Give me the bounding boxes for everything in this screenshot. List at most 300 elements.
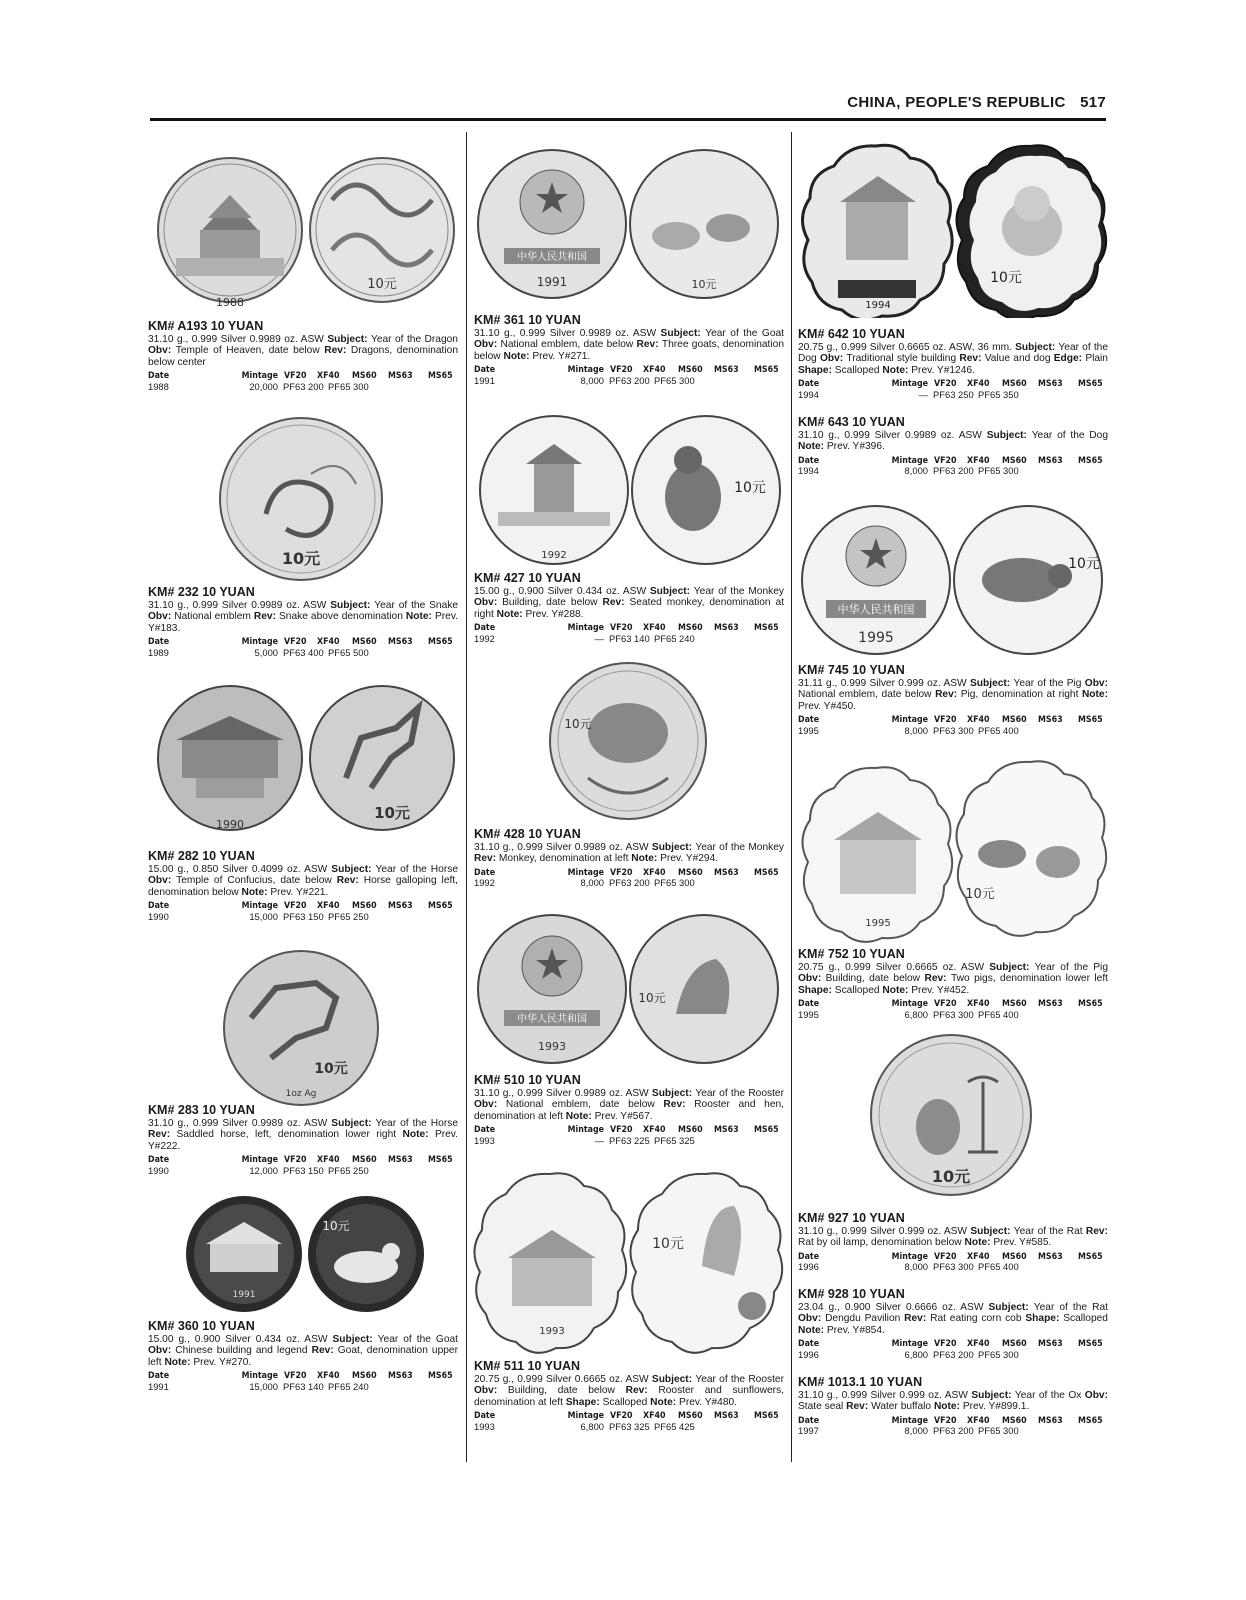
row-date: 1994 bbox=[798, 388, 819, 400]
mintage-table bbox=[798, 379, 1108, 400]
coin-denomination-text: 10元 bbox=[931, 1167, 971, 1186]
note-text: Prev. Y#452. bbox=[911, 984, 970, 996]
column-header-vf20: VF20 bbox=[610, 1125, 633, 1136]
subject-label: Subject: bbox=[330, 600, 375, 611]
coin-image bbox=[478, 412, 784, 570]
row-pf63-value: PF63 140 bbox=[283, 1380, 324, 1392]
column-header-ms63: MS63 bbox=[388, 371, 413, 382]
column-header-ms65: MS65 bbox=[754, 1125, 779, 1136]
reverse-label: Rev: bbox=[935, 689, 961, 701]
spec-text: 20.75 g., 0.999 Silver 0.6665 oz. ASW bbox=[474, 1374, 652, 1385]
column-header-xf40: XF40 bbox=[967, 999, 990, 1010]
row-mintage: 8,000 bbox=[904, 724, 928, 736]
column-header-vf20: VF20 bbox=[610, 1411, 633, 1422]
column-header-date: Date bbox=[798, 715, 820, 726]
mintage-row bbox=[798, 1350, 1108, 1361]
reverse-text: Monkey, denomination at left bbox=[498, 853, 629, 865]
column-header-date: Date bbox=[798, 455, 820, 466]
row-mintage: 12,000 bbox=[249, 1164, 278, 1176]
subject-label: Subject: bbox=[331, 1118, 376, 1129]
mintage-row bbox=[474, 878, 784, 889]
column-header-date: Date bbox=[798, 379, 820, 390]
coin-image bbox=[186, 1192, 426, 1317]
column-header-ms60: MS60 bbox=[678, 623, 703, 634]
column-header-vf20: VF20 bbox=[934, 999, 957, 1010]
note-text: Prev. Y#270. bbox=[193, 1356, 252, 1368]
entry-description bbox=[798, 1226, 1108, 1249]
row-mintage: — bbox=[594, 1134, 604, 1146]
column-header-date: Date bbox=[148, 1371, 170, 1382]
mintage-table bbox=[148, 1371, 458, 1392]
shape-label: Shape: bbox=[798, 984, 835, 996]
reverse-text: Rooster and hen, denomination at left bbox=[474, 1099, 784, 1122]
page-section-title: CHINA, PEOPLE'S REPUBLIC bbox=[847, 94, 1066, 111]
column-header-vf20: VF20 bbox=[610, 867, 633, 878]
coin-date-text: 1988 bbox=[216, 296, 244, 309]
column-header-xf40: XF40 bbox=[643, 623, 666, 634]
row-pf63-value: PF63 200 bbox=[933, 1425, 974, 1437]
column-header-ms60: MS60 bbox=[352, 1371, 377, 1382]
subject-label: Subject: bbox=[970, 678, 1014, 689]
column-header-ms60: MS60 bbox=[678, 1125, 703, 1136]
column-header-date: Date bbox=[148, 901, 170, 912]
coin-denomination-text: 10元 bbox=[367, 277, 397, 292]
entry-description bbox=[148, 600, 458, 634]
column-header-xf40: XF40 bbox=[643, 1125, 666, 1136]
mintage-table bbox=[798, 999, 1108, 1020]
column-header-ms60: MS60 bbox=[1002, 1251, 1027, 1262]
subject-label: Subject: bbox=[332, 1334, 378, 1345]
obverse-text: Temple of Heaven, date below bbox=[175, 345, 320, 357]
mintage-row bbox=[474, 376, 784, 387]
mintage-row bbox=[148, 382, 458, 393]
coin-date-text: 1991 bbox=[232, 1290, 256, 1300]
row-date: 1988 bbox=[148, 380, 169, 392]
spec-text: 31.11 g., 0.999 Silver 0.999 oz. ASW bbox=[798, 678, 970, 689]
note-text: Prev. Y#271. bbox=[532, 350, 591, 362]
subject-text: Year of the Ox bbox=[1014, 1390, 1082, 1401]
obverse-label: Obv: bbox=[148, 1345, 176, 1357]
coin-denomination-text: 10元 bbox=[734, 480, 766, 496]
column-header-ms63: MS63 bbox=[388, 637, 413, 648]
column-header-date: Date bbox=[474, 1411, 496, 1422]
reverse-text: Snake above denomination bbox=[279, 611, 403, 623]
row-date: 1990 bbox=[148, 910, 169, 922]
note-label: Note: bbox=[882, 984, 912, 996]
coin-denomination-text: 10元 bbox=[374, 804, 410, 822]
row-pf63-value: PF63 200 bbox=[609, 877, 650, 889]
row-pf65-value: PF65 250 bbox=[328, 910, 369, 922]
row-pf63-value: PF63 325 bbox=[609, 1420, 650, 1432]
column-header-ms60: MS60 bbox=[1002, 999, 1027, 1010]
column-header-mintage: Mintage bbox=[567, 1411, 604, 1422]
row-pf63-value: PF63 150 bbox=[283, 910, 324, 922]
row-date: 1993 bbox=[474, 1134, 495, 1146]
row-mintage: 8,000 bbox=[904, 1425, 928, 1437]
obverse-text: Building, date below bbox=[502, 597, 598, 609]
reverse-label: Rev: bbox=[924, 973, 951, 985]
obverse-text: Temple of Confucius, date below bbox=[176, 875, 332, 887]
reverse-label: Rev: bbox=[148, 1129, 177, 1141]
shape-text: Scalloped bbox=[834, 984, 880, 996]
column-header-ms65: MS65 bbox=[1078, 1415, 1103, 1426]
coin-legend-text: 中华人民共和国 bbox=[837, 603, 915, 616]
row-pf65-value: PF65 250 bbox=[328, 1164, 369, 1176]
column-header-date: Date bbox=[798, 1339, 820, 1350]
mintage-table bbox=[474, 868, 784, 889]
reverse-text: Pig, denomination at right bbox=[960, 689, 1079, 701]
spec-text: 15.00 g., 0.900 Silver 0.434 oz. ASW bbox=[474, 586, 650, 597]
entry-title: KM# 232 10 YUAN bbox=[148, 585, 255, 599]
mintage-row bbox=[148, 648, 458, 659]
entry-title: KM# 745 10 YUAN bbox=[798, 663, 905, 677]
column-header-ms63: MS63 bbox=[1038, 1251, 1063, 1262]
column-header-mintage: Mintage bbox=[567, 623, 604, 634]
mintage-row bbox=[474, 634, 784, 645]
note-text: Prev. Y#396. bbox=[826, 441, 885, 453]
subject-label: Subject: bbox=[651, 842, 696, 853]
entry-title: KM# 1013.1 10 YUAN bbox=[798, 1375, 923, 1389]
coin-image bbox=[868, 1032, 1034, 1198]
column-header-date: Date bbox=[474, 365, 496, 376]
column-header-ms63: MS63 bbox=[714, 1125, 739, 1136]
obverse-label: Obv: bbox=[474, 339, 501, 351]
column-header-mintage: Mintage bbox=[567, 365, 604, 376]
note-label: Note: bbox=[882, 364, 912, 376]
row-pf65-value: PF65 300 bbox=[654, 877, 695, 889]
column-header-mintage: Mintage bbox=[891, 1415, 928, 1426]
entry-description bbox=[474, 1374, 784, 1408]
coin-image bbox=[216, 414, 386, 584]
reverse-text: Saddled horse, left, denomination lower right bbox=[176, 1129, 397, 1141]
mintage-table bbox=[474, 365, 784, 386]
coin-denomination-text: 10元 bbox=[564, 717, 592, 731]
obverse-label: Obv: bbox=[474, 1099, 506, 1111]
column-header-mintage: Mintage bbox=[891, 1251, 928, 1262]
mintage-row bbox=[798, 466, 1108, 477]
catalog-entry bbox=[798, 328, 1108, 400]
row-pf65-value: PF65 240 bbox=[328, 1380, 369, 1392]
reverse-text: Rat by oil lamp, denomination below bbox=[798, 1237, 962, 1249]
column-header-mintage: Mintage bbox=[891, 379, 928, 390]
entry-title: KM# 427 10 YUAN bbox=[474, 571, 581, 585]
reverse-text: Dragons, denomination below center bbox=[148, 345, 458, 368]
reverse-text: Three goats, denomination below bbox=[474, 339, 784, 362]
column-header-ms60: MS60 bbox=[1002, 1339, 1027, 1350]
note-text: Prev. Y#567. bbox=[594, 1110, 653, 1122]
row-date: 1991 bbox=[148, 1380, 169, 1392]
coin-denomination-text: 10元 bbox=[281, 549, 321, 568]
column-header-ms65: MS65 bbox=[428, 1155, 453, 1166]
row-mintage: 5,000 bbox=[254, 646, 278, 658]
note-text: Prev. Y#480. bbox=[679, 1396, 737, 1408]
column-header-ms63: MS63 bbox=[1038, 455, 1063, 466]
catalog-entry bbox=[148, 850, 458, 922]
obverse-text: Building, date below bbox=[825, 973, 921, 985]
reverse-label: Rev: bbox=[324, 345, 351, 357]
column-header-xf40: XF40 bbox=[643, 365, 666, 376]
column-header-ms65: MS65 bbox=[1078, 1339, 1103, 1350]
subject-label: Subject: bbox=[651, 1374, 696, 1385]
mintage-table bbox=[798, 456, 1108, 477]
row-date: 1992 bbox=[474, 632, 495, 644]
row-pf65-value: PF65 350 bbox=[978, 388, 1019, 400]
column-header-xf40: XF40 bbox=[967, 1251, 990, 1262]
column-header-xf40: XF40 bbox=[967, 715, 990, 726]
row-pf63-value: PF63 200 bbox=[933, 465, 974, 477]
obverse-text: National emblem, date below bbox=[500, 339, 634, 351]
subject-label: Subject: bbox=[651, 1088, 696, 1099]
reverse-text: Two pigs, denomination lower left bbox=[950, 973, 1108, 985]
column-header-ms60: MS60 bbox=[352, 637, 377, 648]
coin-weight-text: 1oz Ag bbox=[285, 1089, 317, 1099]
row-pf65-value: PF65 400 bbox=[978, 1261, 1019, 1273]
coin-date-text: 1995 bbox=[858, 630, 894, 646]
obverse-text: National emblem, date below bbox=[798, 689, 932, 701]
column-header-xf40: XF40 bbox=[317, 1155, 340, 1166]
note-text: Prev. Y#585. bbox=[993, 1237, 1052, 1249]
reverse-label: Rev: bbox=[636, 339, 662, 351]
column-header-mintage: Mintage bbox=[891, 999, 928, 1010]
row-pf65-value: PF65 500 bbox=[328, 646, 369, 658]
row-pf63-value: PF63 150 bbox=[283, 1164, 324, 1176]
subject-text: Year of the Rooster bbox=[695, 1374, 784, 1385]
column-header-xf40: XF40 bbox=[643, 867, 666, 878]
row-mintage: — bbox=[918, 388, 928, 400]
column-header-ms65: MS65 bbox=[1078, 379, 1103, 390]
row-pf65-value: PF65 240 bbox=[654, 632, 695, 644]
spec-text: 31.10 g., 0.999 Silver 0.9989 oz. ASW bbox=[148, 1118, 332, 1129]
coin-image bbox=[156, 668, 456, 848]
coin-image bbox=[476, 136, 782, 312]
note-text: Prev. Y#1246. bbox=[911, 364, 975, 376]
page-number: 517 bbox=[1080, 94, 1106, 111]
column-header-ms65: MS65 bbox=[754, 1411, 779, 1422]
column-header-xf40: XF40 bbox=[967, 379, 990, 390]
column-header-ms65: MS65 bbox=[1078, 999, 1103, 1010]
subject-text: Year of the Rat bbox=[1013, 1226, 1083, 1237]
column-header-date: Date bbox=[798, 1251, 820, 1262]
row-pf63-value: PF63 300 bbox=[933, 724, 974, 736]
entry-title: KM# 428 10 YUAN bbox=[474, 827, 581, 841]
catalog-entry bbox=[474, 1360, 784, 1432]
catalog-entry bbox=[798, 1376, 1108, 1437]
column-header-ms65: MS65 bbox=[428, 1371, 453, 1382]
note-label: Note: bbox=[496, 608, 526, 620]
note-label: Note: bbox=[503, 350, 533, 362]
entry-description bbox=[798, 342, 1108, 376]
column-header-vf20: VF20 bbox=[934, 455, 957, 466]
row-pf65-value: PF65 325 bbox=[654, 1134, 695, 1146]
coin-denomination-text: 10元 bbox=[1068, 556, 1100, 572]
catalog-entry bbox=[474, 1074, 784, 1146]
coin-legend-text: 中华人民共和国 bbox=[517, 1014, 587, 1025]
column-header-ms60: MS60 bbox=[678, 365, 703, 376]
column-header-ms65: MS65 bbox=[428, 371, 453, 382]
coin-date-text: 1993 bbox=[539, 1326, 565, 1337]
shape-text: Scalloped bbox=[834, 364, 880, 376]
spec-text: 31.10 g., 0.999 Silver 0.9989 oz. ASW bbox=[474, 842, 652, 853]
subject-text: Year of the Goat bbox=[377, 1334, 458, 1345]
column-header-ms60: MS60 bbox=[678, 867, 703, 878]
row-mintage: — bbox=[594, 632, 604, 644]
column-header-mintage: Mintage bbox=[891, 455, 928, 466]
entry-description bbox=[798, 678, 1108, 712]
column-header-xf40: XF40 bbox=[317, 901, 340, 912]
column-header-date: Date bbox=[148, 371, 170, 382]
entry-description bbox=[474, 842, 784, 865]
entry-title: KM# 642 10 YUAN bbox=[798, 327, 905, 341]
row-pf65-value: PF65 300 bbox=[978, 465, 1019, 477]
reverse-label: Rev: bbox=[959, 353, 985, 365]
coin-denomination-text: 10元 bbox=[638, 991, 666, 1005]
column-header-vf20: VF20 bbox=[284, 901, 307, 912]
column-header-xf40: XF40 bbox=[317, 637, 340, 648]
column-header-xf40: XF40 bbox=[317, 371, 340, 382]
note-text: Prev. Y#294. bbox=[660, 853, 719, 865]
mintage-table bbox=[798, 1252, 1108, 1273]
row-mintage: 8,000 bbox=[580, 374, 604, 386]
subject-text: Year of the Snake bbox=[374, 600, 458, 611]
entry-description bbox=[148, 1118, 458, 1152]
subject-label: Subject: bbox=[649, 586, 694, 597]
spec-text: 31.10 g., 0.999 Silver 0.9989 oz. ASW bbox=[474, 1088, 652, 1099]
obverse-label: Obv: bbox=[148, 611, 175, 623]
obverse-text: State seal bbox=[798, 1401, 844, 1413]
entry-title: KM# 928 10 YUAN bbox=[798, 1287, 905, 1301]
mintage-table bbox=[798, 715, 1108, 736]
column-header-ms63: MS63 bbox=[1038, 999, 1063, 1010]
note-label: Note: bbox=[650, 1396, 680, 1408]
catalog-entry bbox=[798, 1212, 1108, 1273]
shape-label: Shape: bbox=[798, 364, 835, 376]
page-header bbox=[150, 94, 1106, 121]
column-header-vf20: VF20 bbox=[610, 623, 633, 634]
column-header-ms65: MS65 bbox=[754, 623, 779, 634]
column-header-mintage: Mintage bbox=[891, 715, 928, 726]
column-header-ms63: MS63 bbox=[714, 623, 739, 634]
subject-label: Subject: bbox=[988, 1302, 1034, 1313]
column-header-ms60: MS60 bbox=[1002, 715, 1027, 726]
coin-denomination-text: 10元 bbox=[990, 270, 1022, 286]
coin-date-text: 1995 bbox=[865, 918, 891, 929]
reverse-text: Goat, denomination upper left bbox=[148, 1345, 458, 1368]
subject-text: Year of the Goat bbox=[705, 328, 784, 339]
coin-image bbox=[216, 948, 386, 1108]
note-text: Prev. Y#854. bbox=[826, 1324, 885, 1336]
note-label: Note: bbox=[933, 1401, 963, 1413]
column-header-vf20: VF20 bbox=[284, 371, 307, 382]
reverse-label: Rev: bbox=[625, 1385, 659, 1397]
column-header-ms63: MS63 bbox=[1038, 1339, 1063, 1350]
obverse-label: Obv: bbox=[1084, 1390, 1108, 1401]
entry-title: KM# A193 10 YUAN bbox=[148, 319, 264, 333]
note-text: Prev. Y#899.1. bbox=[962, 1401, 1030, 1413]
obverse-label: Obv: bbox=[798, 973, 826, 985]
coin-date-text: 1991 bbox=[536, 275, 568, 289]
entry-description bbox=[798, 430, 1108, 453]
column-header-ms60: MS60 bbox=[352, 901, 377, 912]
obverse-label: Obv: bbox=[148, 875, 177, 887]
reverse-label: Rev: bbox=[663, 1099, 695, 1111]
catalog-entry bbox=[474, 314, 784, 386]
column-header-ms60: MS60 bbox=[678, 1411, 703, 1422]
reverse-text: Water buffalo bbox=[871, 1401, 932, 1413]
column-header-vf20: VF20 bbox=[934, 1415, 957, 1426]
row-mintage: 8,000 bbox=[580, 877, 604, 889]
note-label: Note: bbox=[798, 1324, 827, 1336]
obverse-label: Obv: bbox=[1084, 678, 1108, 689]
note-label: Note: bbox=[241, 886, 271, 898]
row-date: 1990 bbox=[148, 1164, 169, 1176]
column-header-ms63: MS63 bbox=[714, 867, 739, 878]
entry-title: KM# 360 10 YUAN bbox=[148, 1319, 255, 1333]
obverse-label: Obv: bbox=[474, 597, 503, 609]
note-text: Prev. Y#288. bbox=[525, 608, 584, 620]
entry-title: KM# 643 10 YUAN bbox=[798, 415, 905, 429]
catalog-entry bbox=[148, 320, 458, 392]
mintage-table bbox=[148, 901, 458, 922]
note-label: Note: bbox=[405, 611, 435, 623]
column-header-ms63: MS63 bbox=[1038, 379, 1063, 390]
column-header-date: Date bbox=[148, 637, 170, 648]
row-mintage: 20,000 bbox=[249, 380, 278, 392]
entry-title: KM# 282 10 YUAN bbox=[148, 849, 255, 863]
column-header-ms60: MS60 bbox=[352, 371, 377, 382]
reverse-label: Rev: bbox=[1085, 1226, 1108, 1237]
column-header-vf20: VF20 bbox=[284, 637, 307, 648]
spec-text: 31.10 g., 0.999 Silver 0.999 oz. ASW bbox=[798, 1226, 971, 1237]
reverse-label: Rev: bbox=[311, 1345, 338, 1357]
subject-label: Subject: bbox=[970, 1226, 1014, 1237]
note-label: Note: bbox=[631, 853, 661, 865]
coin-image bbox=[800, 496, 1106, 664]
column-header-mintage: Mintage bbox=[241, 371, 278, 382]
coin-date-text: 1990 bbox=[216, 818, 244, 831]
note-label: Note: bbox=[964, 1237, 994, 1249]
coin-denomination-text: 10元 bbox=[652, 1236, 684, 1252]
column-header-ms63: MS63 bbox=[1038, 1415, 1063, 1426]
column-header-ms65: MS65 bbox=[754, 365, 779, 376]
row-pf63-value: PF63 250 bbox=[933, 388, 974, 400]
coin-image bbox=[156, 140, 456, 320]
column-header-mintage: Mintage bbox=[567, 1125, 604, 1136]
row-date: 1994 bbox=[798, 465, 819, 477]
row-mintage: 6,800 bbox=[580, 1420, 604, 1432]
column-header-date: Date bbox=[798, 1415, 820, 1426]
row-pf65-value: PF65 400 bbox=[978, 1008, 1019, 1020]
column-header-vf20: VF20 bbox=[934, 715, 957, 726]
column-header-ms63: MS63 bbox=[388, 901, 413, 912]
coin-image bbox=[800, 140, 1108, 318]
subject-text: Year of the Rooster bbox=[695, 1088, 784, 1099]
edge-text: Plain bbox=[1085, 353, 1108, 365]
note-label: Note: bbox=[565, 1110, 595, 1122]
subject-text: Year of the Dragon bbox=[370, 334, 458, 345]
spec-text: 23.04 g., 0.900 Silver 0.6666 oz. ASW bbox=[798, 1302, 989, 1313]
column-header-xf40: XF40 bbox=[643, 1411, 666, 1422]
mintage-table bbox=[474, 1411, 784, 1432]
row-pf65-value: PF65 300 bbox=[978, 1425, 1019, 1437]
row-pf65-value: PF65 300 bbox=[978, 1348, 1019, 1360]
reverse-label: Rev: bbox=[253, 611, 280, 623]
note-text: Prev. Y#450. bbox=[798, 700, 856, 712]
mintage-row bbox=[798, 390, 1108, 401]
shape-label: Shape: bbox=[1025, 1313, 1064, 1325]
spec-text: 31.10 g., 0.999 Silver 0.9989 oz. ASW bbox=[148, 600, 331, 611]
row-date: 1995 bbox=[798, 1008, 819, 1020]
column-header-date: Date bbox=[474, 867, 496, 878]
